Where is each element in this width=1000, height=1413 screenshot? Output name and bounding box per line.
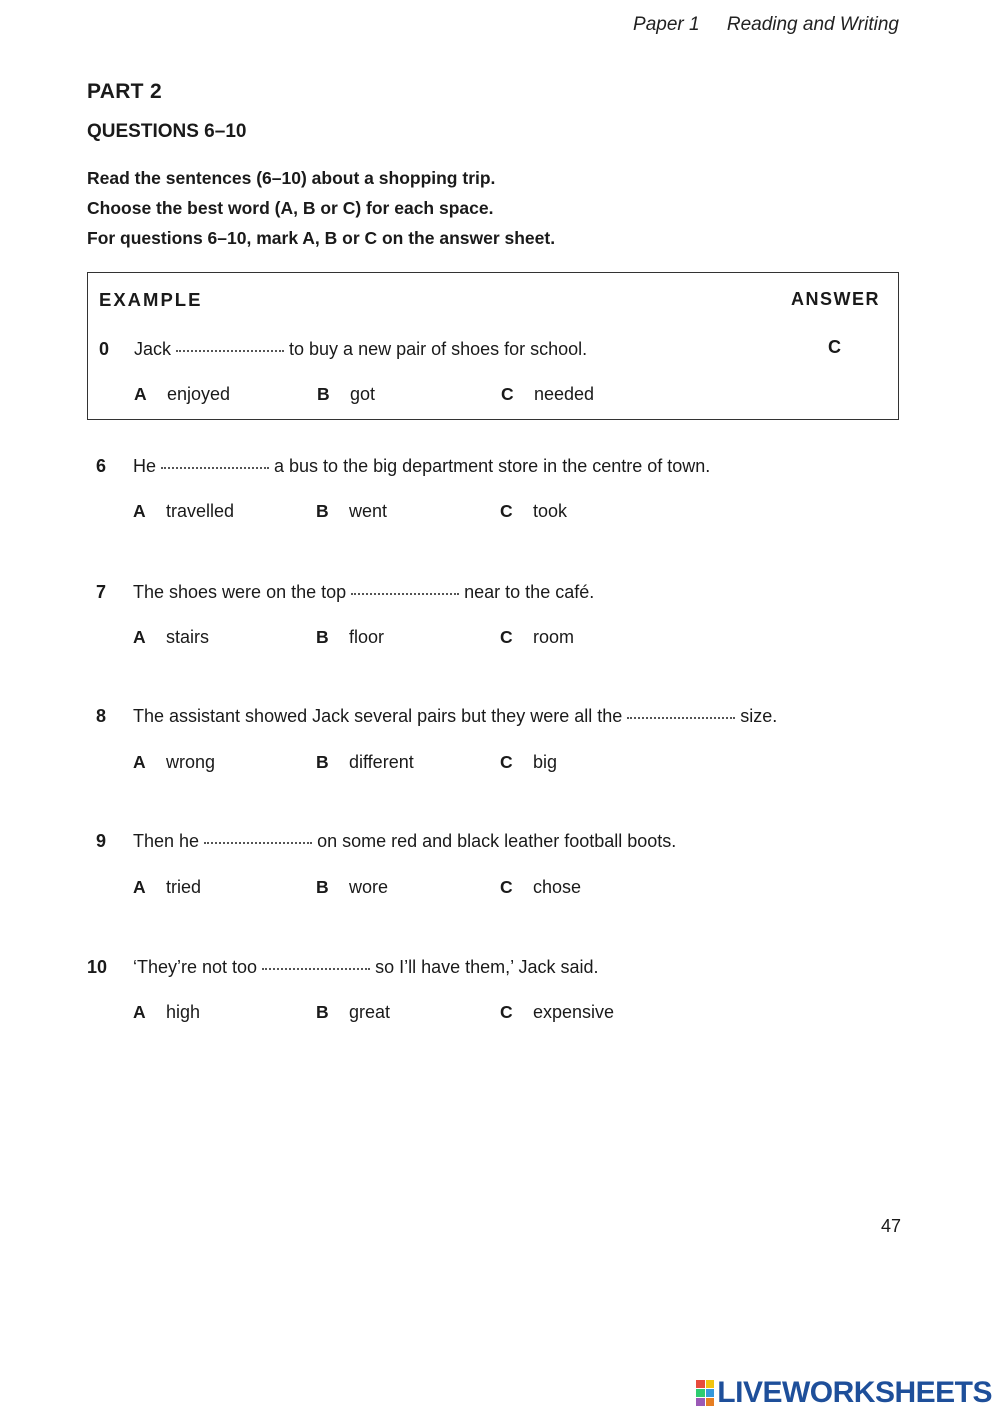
sentence-after: so I’ll have them,’ Jack said. bbox=[375, 957, 599, 977]
option-a-letter: A bbox=[133, 501, 146, 521]
option-a-word[interactable]: stairs bbox=[166, 627, 210, 647]
option-word: enjoyed bbox=[167, 384, 231, 404]
option-b-letter: B bbox=[316, 501, 329, 521]
option-word: needed bbox=[534, 384, 595, 404]
brand-text: LIVEWORKSHEETS bbox=[717, 1376, 992, 1409]
blank-line bbox=[627, 716, 735, 719]
option-c-letter: C bbox=[500, 501, 513, 521]
page-number: 47 bbox=[880, 1216, 901, 1236]
example-box bbox=[87, 272, 899, 420]
question-number: 6 bbox=[96, 456, 107, 476]
option-c-word[interactable]: took bbox=[533, 501, 568, 521]
example-label: EXAMPLE bbox=[99, 289, 203, 310]
option-b-letter: B bbox=[316, 1002, 329, 1022]
liveworksheets-logo-icon bbox=[696, 1380, 714, 1406]
blank-line bbox=[262, 967, 370, 970]
header-paper: Paper 1 bbox=[633, 14, 700, 35]
header-section: Reading and Writing bbox=[726, 14, 899, 35]
option-b-word[interactable]: floor bbox=[349, 627, 385, 647]
blank-line bbox=[176, 349, 284, 352]
option-letter: B bbox=[317, 384, 330, 404]
option-b-word[interactable]: wore bbox=[349, 877, 389, 897]
question-sentence bbox=[133, 456, 710, 477]
example-number: 0 bbox=[99, 339, 110, 359]
sentence-after: size. bbox=[740, 706, 778, 726]
option-c-letter: C bbox=[500, 877, 513, 897]
sentence-after: a bus to the big department store in the centre of town. bbox=[274, 456, 711, 476]
option-b-word[interactable]: different bbox=[349, 752, 414, 772]
sentence-before: ‘They’re not too bbox=[133, 957, 258, 977]
option-b-letter: B bbox=[316, 877, 329, 897]
sentence-before: He bbox=[133, 456, 157, 476]
option-a-letter: A bbox=[133, 1002, 146, 1022]
blank-line bbox=[161, 466, 269, 469]
question-sentence bbox=[133, 831, 676, 852]
example-sentence bbox=[134, 339, 587, 360]
instruction-3: For questions 6–10, mark A, B or C on the answer sheet. bbox=[87, 228, 556, 248]
option-letter: A bbox=[134, 384, 147, 404]
blank-line bbox=[204, 841, 312, 844]
option-b-letter: B bbox=[316, 752, 329, 772]
option-a-word[interactable]: wrong bbox=[166, 752, 216, 772]
option-c-word[interactable]: room bbox=[533, 627, 575, 647]
option-a-word[interactable]: high bbox=[166, 1002, 201, 1022]
option-c-word[interactable]: chose bbox=[533, 877, 582, 897]
question-number: 9 bbox=[96, 831, 107, 851]
sentence-before: Then he bbox=[133, 831, 200, 851]
option-b-word[interactable]: great bbox=[349, 1002, 391, 1022]
option-word: got bbox=[350, 384, 376, 404]
question-number: 7 bbox=[96, 582, 107, 602]
option-c-letter: C bbox=[500, 752, 513, 772]
sentence-after: near to the café. bbox=[464, 582, 595, 602]
option-b-word[interactable]: went bbox=[349, 501, 388, 521]
option-a-word[interactable]: tried bbox=[166, 877, 202, 897]
sentence-before: The shoes were on the top bbox=[133, 582, 347, 602]
option-a-letter: A bbox=[133, 877, 146, 897]
option-c-word[interactable]: big bbox=[533, 752, 558, 772]
question-number: 8 bbox=[96, 706, 107, 726]
part-title: PART 2 bbox=[87, 80, 162, 103]
option-a-letter: A bbox=[133, 752, 146, 772]
question-sentence bbox=[133, 706, 777, 727]
sentence-before: The assistant showed Jack several pairs but they were all the bbox=[133, 706, 623, 726]
example-answer: C bbox=[828, 337, 841, 357]
answer-label: ANSWER bbox=[791, 289, 880, 309]
option-c-letter: C bbox=[500, 627, 513, 647]
questions-title: QUESTIONS 6–10 bbox=[87, 121, 247, 142]
option-letter: C bbox=[501, 384, 514, 404]
question-number: 10 bbox=[87, 957, 108, 977]
option-a-letter: A bbox=[133, 627, 146, 647]
example-after: to buy a new pair of shoes for school. bbox=[289, 339, 588, 359]
option-a-word[interactable]: travelled bbox=[166, 501, 235, 521]
option-b-letter: B bbox=[316, 627, 329, 647]
blank-line bbox=[351, 592, 459, 595]
question-sentence bbox=[133, 957, 599, 978]
page-header bbox=[633, 14, 899, 36]
option-c-word[interactable]: expensive bbox=[533, 1002, 615, 1022]
option-c-letter: C bbox=[500, 1002, 513, 1022]
question-sentence bbox=[133, 582, 594, 603]
instruction-1: Read the sentences (6–10) about a shopping trip. bbox=[87, 168, 496, 188]
instruction-2: Choose the best word (A, B or C) for each space. bbox=[87, 198, 494, 218]
sentence-after: on some red and black leather football boots. bbox=[317, 831, 677, 851]
liveworksheets-watermark bbox=[696, 1376, 992, 1410]
example-before: Jack bbox=[134, 339, 172, 359]
